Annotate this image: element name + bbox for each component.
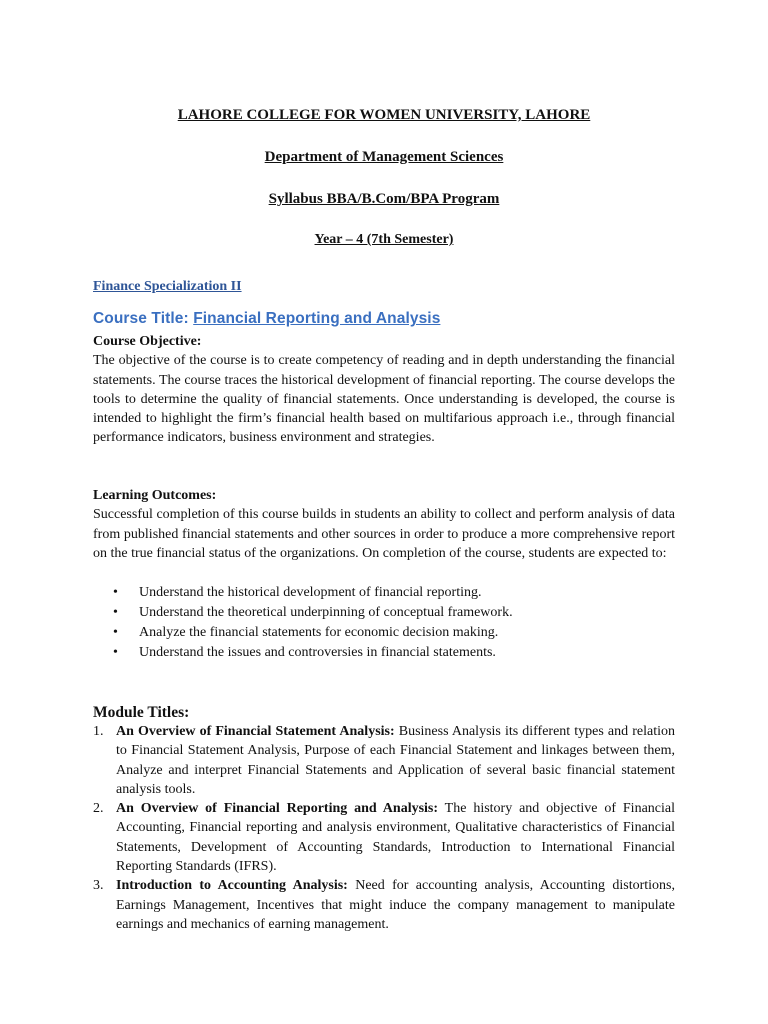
- learning-outcomes-section: [93, 486, 675, 563]
- module-number: 3.: [93, 878, 104, 894]
- list-item: [93, 583, 675, 603]
- module-title: An Overview of Financial Reporting and Analysis:: [116, 801, 439, 817]
- list-item: [93, 623, 675, 643]
- syllabus-heading: Syllabus BBA/B.Com/BPA Program: [268, 191, 500, 207]
- bullet-icon: •: [113, 605, 118, 620]
- course-objective-heading: Course Objective:: [93, 334, 202, 349]
- bullet-icon: •: [113, 585, 118, 600]
- module-item: [93, 722, 675, 799]
- list-item-text: Analyze the financial statements for economic decision making.: [139, 625, 499, 640]
- learning-outcomes-list: [93, 583, 675, 663]
- course-title-label: Course Title:: [93, 310, 189, 327]
- list-item-text: Understand the historical development of financial reporting.: [139, 585, 482, 600]
- year-heading: Year – 4 (7th Semester): [314, 232, 454, 247]
- module-item: [93, 876, 675, 934]
- list-item-text: Understand the issues and controversies in financial statements.: [139, 645, 496, 660]
- module-description: The history and objective of Financial Accounting, Financial reporting and analysis environment, Qualitative characteristics of Financial Statements, Development of Accounting Standards, Introduction to International Financial Reporting Standards (IFRS).: [116, 801, 675, 875]
- course-objective-section: [93, 332, 675, 448]
- bullet-icon: •: [113, 625, 118, 640]
- list-item-text: Understand the theoretical underpinning of conceptual framework.: [139, 605, 513, 620]
- course-title: [93, 309, 440, 328]
- module-title: Introduction to Accounting Analysis:: [116, 878, 348, 894]
- university-heading: LAHORE COLLEGE FOR WOMEN UNIVERSITY, LAHORE: [177, 107, 591, 123]
- course-objective-text: The objective of the course is to create competency of reading and in depth understanding the financial statements. The course traces the historical development of financial reporting. The course develops the tools to determine the quality of financial statements. Once understanding is developed, the course is intended to highlight the firm’s financial health based on multifarious approach i.e., through financial performance indicators, business environment and strategies.: [93, 353, 675, 446]
- department-heading: Department of Management Sciences: [264, 149, 504, 165]
- specialization-heading: Finance Specialization II: [93, 279, 242, 294]
- module-item: [93, 799, 675, 876]
- module-number: 2.: [93, 801, 104, 817]
- module-title: An Overview of Financial Statement Analysis:: [116, 724, 395, 739]
- module-titles-heading: Module Titles:: [93, 704, 190, 721]
- list-item: [93, 603, 675, 623]
- list-item: [93, 643, 675, 663]
- module-list: [93, 722, 675, 934]
- bullet-icon: •: [113, 645, 118, 660]
- course-title-value: Financial Reporting and Analysis: [193, 310, 441, 327]
- module-description: Need for accounting analysis, Accounting distortions, Earnings Management, Incentives that might induce the company management to manipulate earnings and mechanics of earning management.: [116, 878, 676, 932]
- module-description: Business Analysis its different types and relation to Financial Statement Analysis, Purpose of each Financial Statement and linkages between them, Analyze and interpret Financial Statements and Application of several basic financial statement analysis tools.: [116, 724, 675, 797]
- learning-outcomes-text: Successful completion of this course builds in students an ability to collect and perform analysis of data from published financial statements and other sources in order to produce a more comprehensive report on the true financial status of the organizations. On completion of the course, students are expected to:: [93, 507, 675, 561]
- module-number: 1.: [93, 724, 104, 739]
- learning-outcomes-heading: Learning Outcomes:: [93, 488, 217, 503]
